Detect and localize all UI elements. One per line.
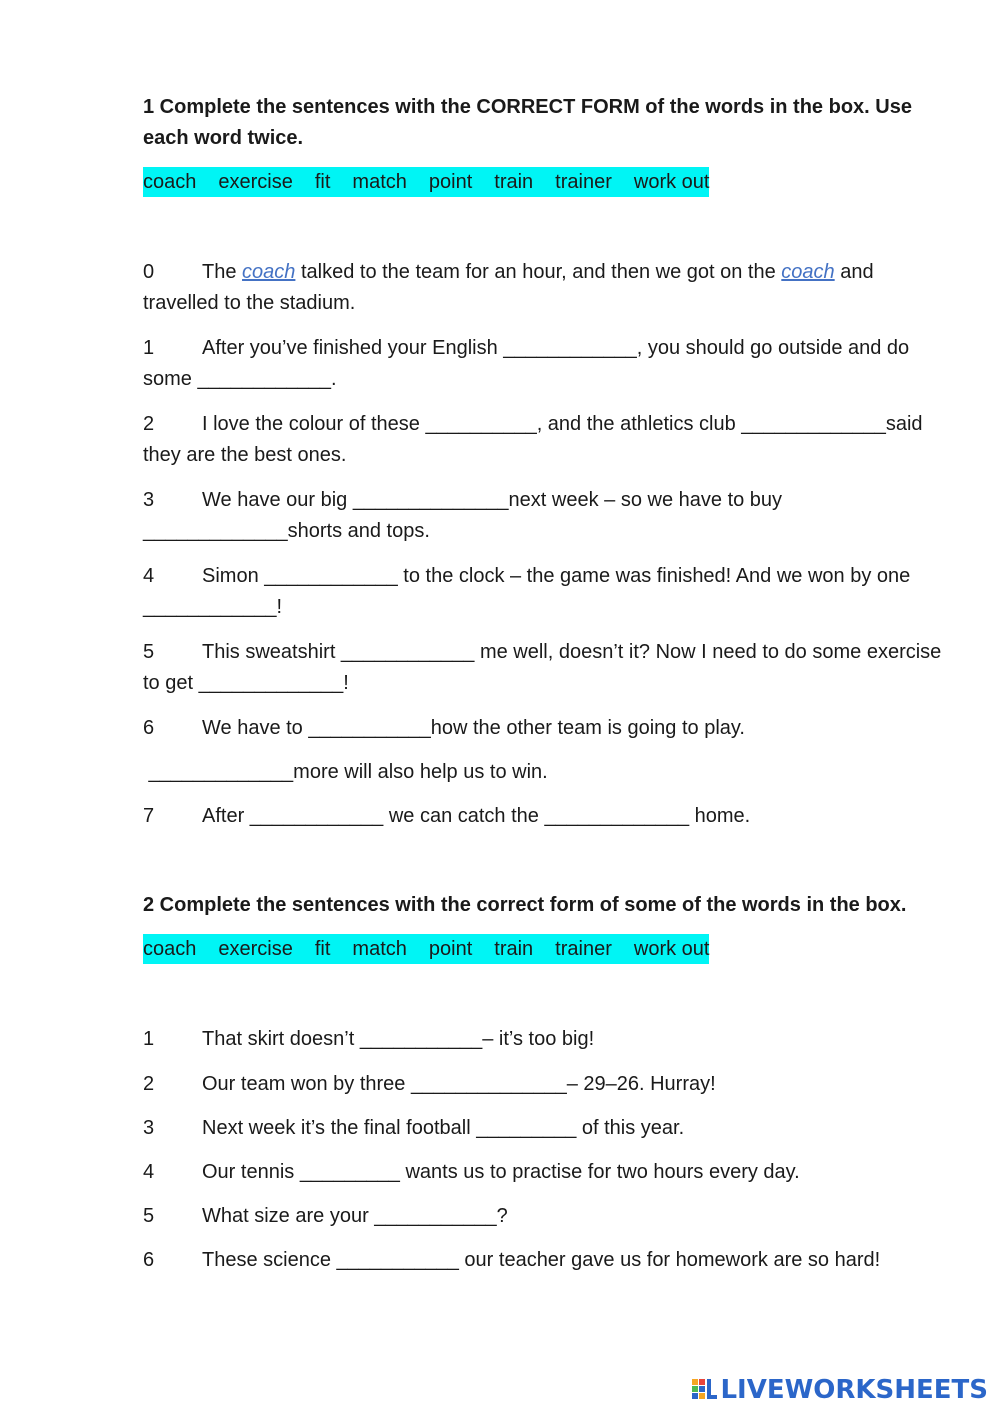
exercise-item [143,409,943,471]
item-number: 5 [143,641,155,663]
example-item [143,257,943,319]
item-number: 7 [143,805,155,827]
item-number: 4 [143,565,155,587]
example-answer[interactable]: coach [242,261,296,283]
word-box-item: work out [633,938,710,960]
item-text[interactable]: We have to ___________how the other team is going to play. [202,717,745,739]
item-text[interactable]: These science ___________ our teacher gave us for homework are so hard! [202,1249,881,1271]
example-text: talked to the team for an hour, and then we got on the [295,261,782,283]
exercise-item [143,561,943,623]
item-number: 2 [143,1073,155,1095]
word-box-item: trainer [555,171,612,193]
word-box-item: trainer [555,938,612,960]
item-number: 4 [143,1161,155,1183]
worksheet-page [143,92,943,1289]
exercise-item [143,1024,943,1055]
word-box-item: train [494,171,534,193]
word-box-item: point [428,938,473,960]
exercise-item [143,801,943,832]
section2-heading: 2 Complete the sentences with the correct form of some of the words in the box. [143,894,907,916]
item-number: 5 [143,1205,155,1227]
item-text[interactable]: Simon ____________ to the clock – the game was finished! And we won by one ____________! [143,565,911,618]
word-box-item: exercise [218,171,293,193]
word-box-item: match [352,171,407,193]
liveworksheets-logo[interactable] [692,1374,988,1406]
word-box-item: coach [143,171,197,193]
exercise-item [143,713,943,744]
word-box-item: train [494,938,534,960]
item-number: 6 [143,1249,155,1271]
word-box-item: point [428,171,473,193]
word-box-item: fit [314,171,331,193]
word-box-item: fit [314,938,331,960]
item-text[interactable]: After you’ve finished your English ____________, you should go outside and do some ____________. [143,337,910,390]
item-number: 2 [143,413,155,435]
item-text[interactable]: I love the colour of these __________, and the athletics club _____________said they are the best ones. [143,413,923,466]
exercise-item [143,1201,943,1232]
example-text: and travelled to the stadium. [143,261,874,314]
exercise-item-continuation[interactable]: _____________more will also help us to win. [143,761,548,783]
section1-heading: 1 Complete the sentences with the CORRECT FORM of the words in the box. Use each word twice. [143,96,912,149]
item-text[interactable]: That skirt doesn’t ___________– it’s too big! [202,1028,595,1050]
item-number: 1 [143,337,155,359]
item-text[interactable]: We have our big ______________next week – so we have to buy _____________shorts and tops. [143,489,783,542]
item-text[interactable]: Our tennis _________ wants us to practise for two hours every day. [202,1161,800,1183]
item-number: 0 [143,261,155,283]
item-number: 3 [143,1117,155,1139]
item-text[interactable]: After ____________ we can catch the _____________ home. [202,805,751,827]
section2-word-box [143,934,709,964]
word-box-item: coach [143,938,197,960]
item-text[interactable]: What size are your ___________? [202,1205,508,1227]
item-text[interactable]: This sweatshirt ____________ me well, doesn’t it? Now I need to do some exercise to get _____________! [143,641,942,694]
word-box-item: match [352,938,407,960]
item-number: 6 [143,717,155,739]
logo-text: LIVEWORKSHEETS [720,1375,988,1405]
exercise-item [143,1069,943,1100]
exercise-item [143,1245,943,1276]
item-number: 3 [143,489,155,511]
exercise-item [143,333,943,395]
item-number: 1 [143,1028,155,1050]
exercise-item [143,1157,943,1188]
exercise-item [143,1113,943,1144]
item-text[interactable]: Next week it’s the final football _________ of this year. [202,1117,685,1139]
exercise-item [143,485,943,547]
item-text[interactable]: Our team won by three ______________– 29–26. Hurray! [202,1073,716,1095]
section1-word-box [143,167,709,197]
example-text: The [202,261,243,283]
word-box-item: work out [633,171,710,193]
example-answer[interactable]: coach [781,261,835,283]
liveworksheets-logo-icon [692,1377,718,1403]
exercise-item [143,637,943,699]
word-box-item: exercise [218,938,293,960]
